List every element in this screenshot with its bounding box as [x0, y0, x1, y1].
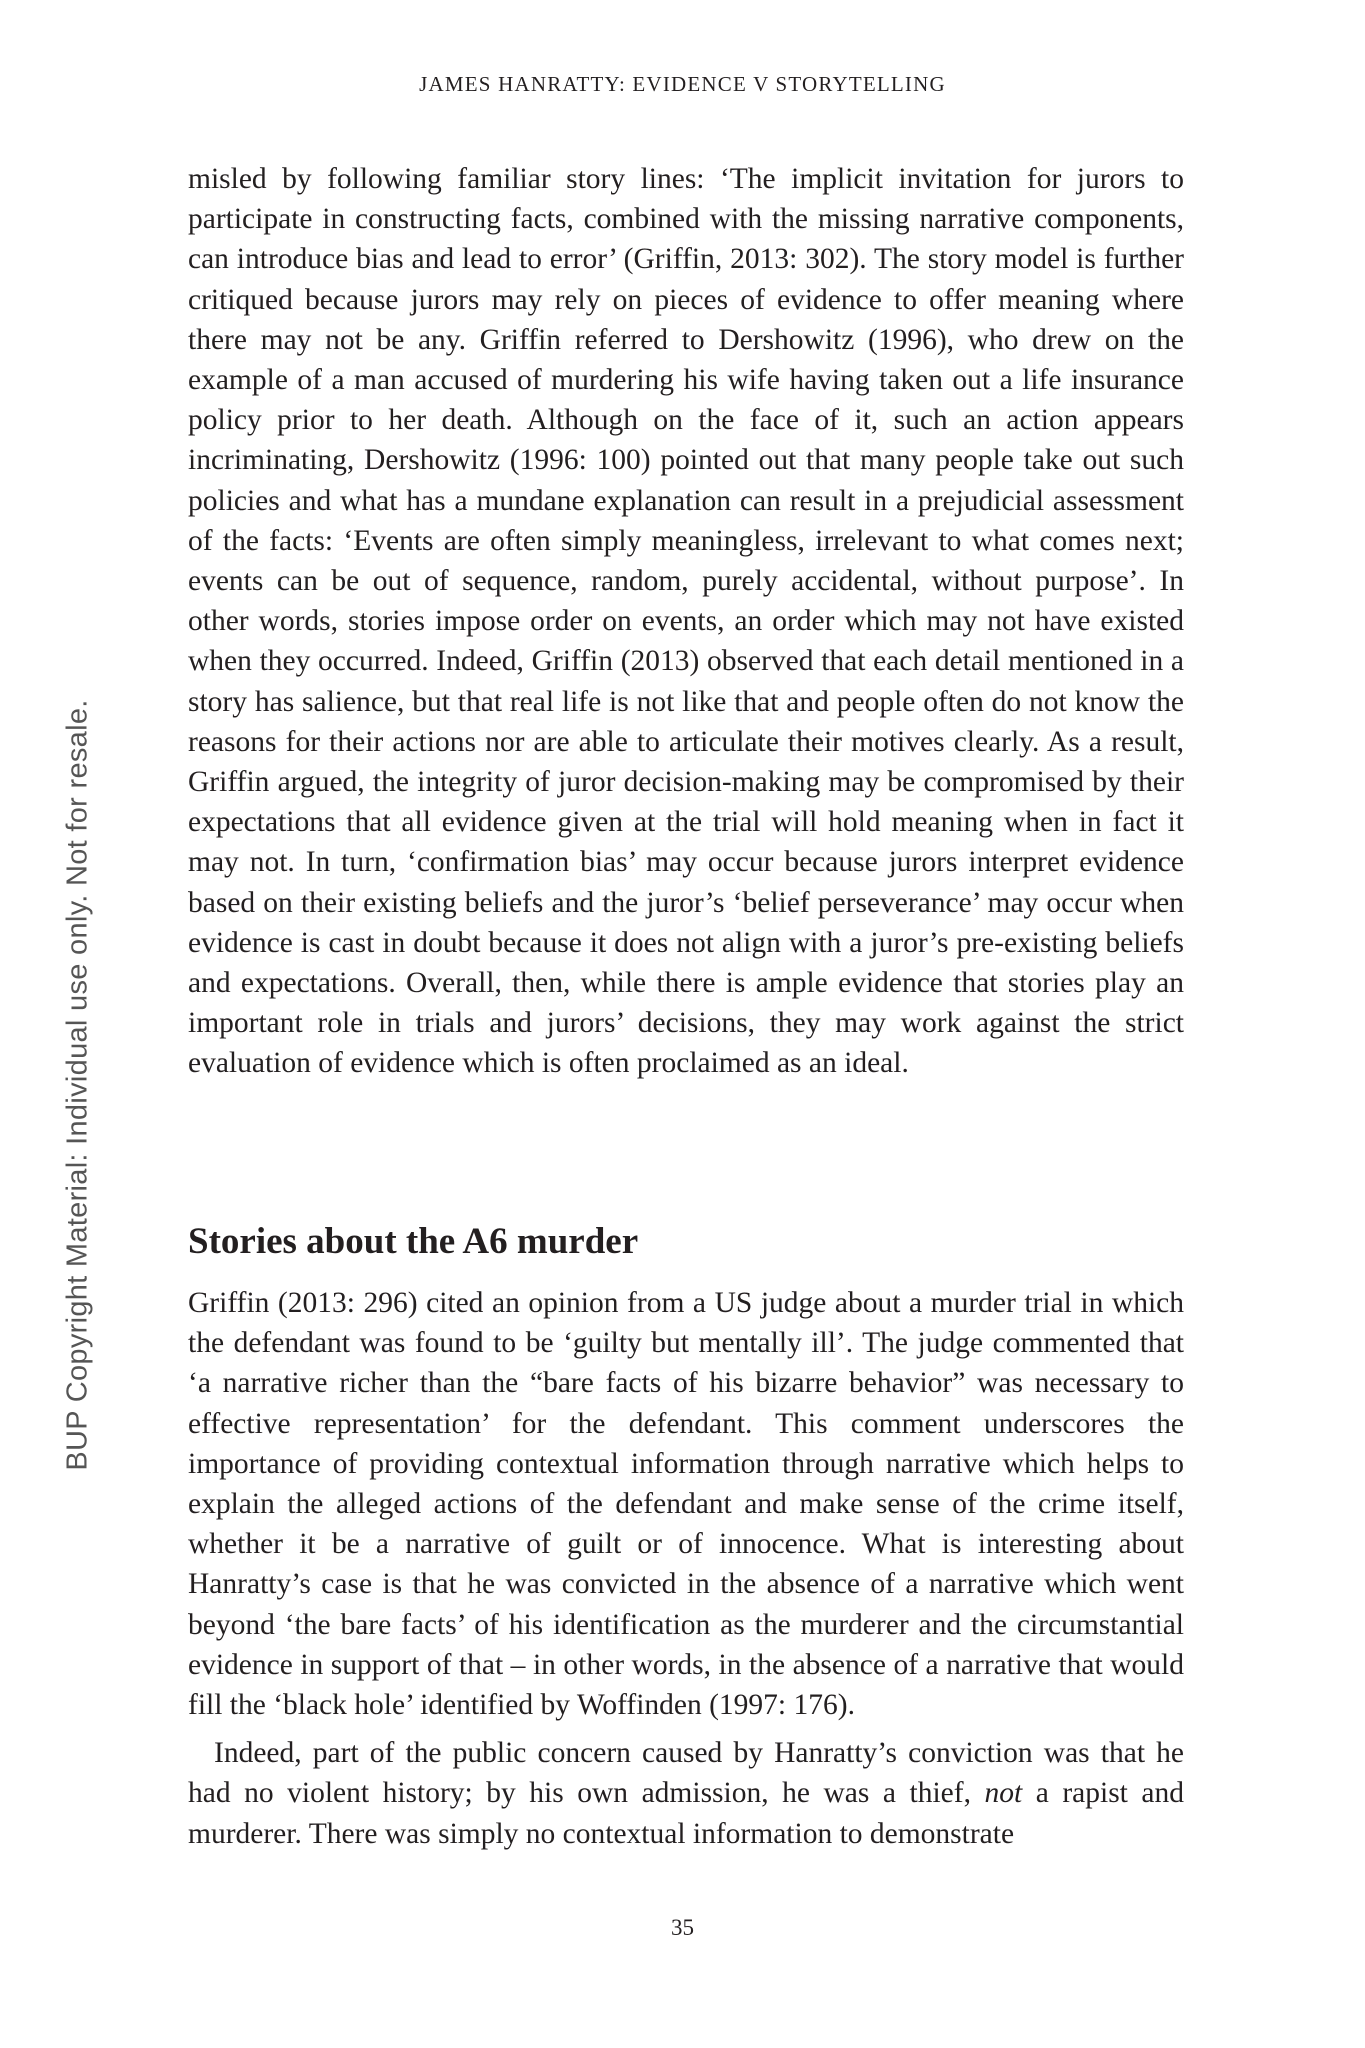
emphasis-text: not: [984, 1777, 1023, 1810]
paragraph-text: Indeed, part of the public concern caused by Hanratty’s conviction was that he had no violent history; by his own admission, he was a thief,: [188, 1737, 1184, 1810]
paragraph-text: a rapist and murderer. There was simply no contextual information to demonstrate: [188, 1777, 1184, 1850]
body-text-upper: [188, 159, 1184, 1084]
body-paragraph: misled by following familiar story lines: ‘The implicit invitation for jurors to participate in constructing facts, combined with the missing narrative components, can introduce bias and lead to error’ (Griffin, 2013: 302). The story model is further critiqued because jurors may rely on pieces of evidence to offer meaning where there may not be any. Griffin referred to Dershowitz (1996), who drew on the example of a man accused of murdering his wife having taken out a life insurance policy prior to her death. Although on the face of it, such an action appears incriminating, Dershowitz (1996: 100) pointed out that many people take out such policies and what has a mundane explanation can result in a prejudicial assessment of the facts: ‘Events are often simply meaningless, irrelevant to what comes next; events can be out of sequence, random, purely accidental, without purpose’. In other words, stories impose order on events, an order which may not have existed when they occurred. Indeed, Griffin (2013) observed that each detail mentioned in a story has salience, but that real life is not like that and people often do not know the reasons for their actions nor are able to articulate their motives clearly. As a result, Griffin argued, the integrity of juror decision-making may be compromised by their expectations that all evidence given at the trial will hold meaning when in fact it may not. In turn, ‘confirmation bias’ may occur because jurors interpret evidence based on their existing beliefs and the juror’s ‘belief perseverance’ may occur when evidence is cast in doubt because it does not align with a juror’s pre-existing beliefs and expectations. Overall, then, while there is ample evidence that stories play an important role in trials and jurors’ decisions, they may work against the strict evaluation of evidence which is often proclaimed as an ideal.: [188, 163, 1184, 1080]
body-paragraph: [188, 1733, 1184, 1854]
section-heading: Stories about the A6 murder: [188, 1221, 639, 1262]
page-number: 35: [671, 1915, 694, 1940]
copyright-watermark: BUP Copyright Material: Individual use only. Not for resale.: [61, 699, 94, 1471]
body-text-lower: [188, 1283, 1184, 1854]
body-paragraph: Griffin (2013: 296) cited an opinion from a US judge about a murder trial in which the defendant was found to be ‘guilty but mentally ill’. The judge commented that ‘a narrative richer than the “bare facts of his bizarre behavior” was necessary to effective representation’ for the defendant. This comment underscores the importance of providing contextual information through narrative which helps to explain the alleged actions of the defendant and make sense of the crime itself, whether it be a narrative of guilt or of innocence. What is interesting about Hanratty’s case is that he was convicted in the absence of a narrative which went beyond ‘the bare facts’ of his identification as the murderer and the circumstantial evidence in support of that – in other words, in the absence of a narrative that would fill the ‘black hole’ identified by Woffinden (1997: 176).: [188, 1287, 1184, 1722]
running-head: JAMES HANRATTY: EVIDENCE V STORYTELLING: [419, 72, 946, 96]
